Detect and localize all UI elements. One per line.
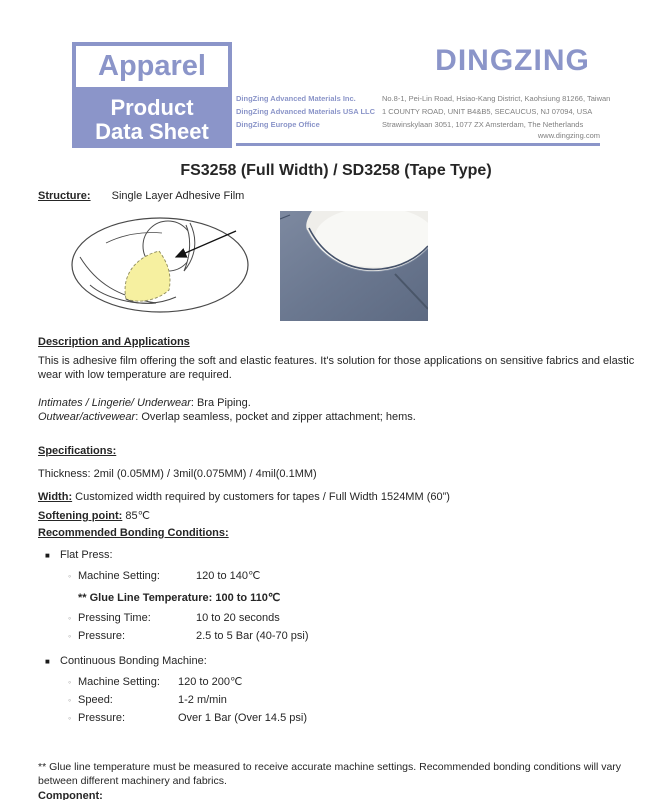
- pds-line1: Product: [110, 94, 194, 120]
- speed-label: Speed:: [78, 694, 113, 706]
- glue-line-footnote: ** Glue line temperature must be measured to receive accurate machine settings. Recommended bonding conditions will vary between different machinery and fabrics.: [38, 761, 622, 787]
- circle-bullet-icon: ◦: [68, 571, 72, 581]
- application-line: [38, 410, 634, 424]
- pressure-row: [38, 629, 634, 643]
- structure-value: Single Layer Adhesive Film: [111, 190, 245, 202]
- description-heading: Description and Applications: [38, 336, 190, 348]
- circle-bullet-icon: ◦: [68, 677, 72, 687]
- office-row: [236, 105, 610, 118]
- office-address: 1 COUNTY ROAD, UNIT B4&B5, SECAUCUS, NJ 07094, USA: [382, 107, 593, 116]
- application-category: Outwear/activewear: [38, 411, 136, 423]
- thickness-row: [38, 467, 634, 481]
- office-address-list: [236, 92, 610, 131]
- square-bullet-icon: ■: [45, 551, 50, 560]
- thickness-value: 2mil (0.05MM) / 3mil(0.075MM) / 4mil(0.1MM): [90, 468, 317, 480]
- square-bullet-icon: ■: [45, 657, 50, 666]
- apparel-category-box: [72, 42, 232, 91]
- pressure-row: [38, 711, 634, 725]
- machine-setting-label: Machine Setting:: [78, 570, 160, 582]
- glue-line-temperature-note: ** Glue Line Temperature: 100 to 110℃: [78, 592, 281, 604]
- pds-line2: Data Sheet: [95, 118, 209, 144]
- fabric-neckline-photo: [280, 211, 428, 321]
- thickness-label: Thickness:: [38, 468, 91, 480]
- machine-setting-value: 120 to 140℃: [196, 570, 261, 582]
- office-address: No.8-1, Pei-Lin Road, Hsiao-Kang District, Kaohsiung 81266, Taiwan: [382, 94, 611, 103]
- continuous-bonding-title: Continuous Bonding Machine:: [60, 655, 207, 667]
- structure-row: [38, 189, 634, 203]
- description-body: This is adhesive film offering the soft and elastic features. It's solution for those applications on sensitive fabrics and elastic wear with low temperature are required.: [38, 355, 635, 381]
- application-category: Intimates / Lingerie/ Underwear: [38, 397, 191, 409]
- application-line: [38, 396, 634, 410]
- width-value: Customized width required by customers for tapes / Full Width 1524MM (60”): [72, 491, 450, 503]
- pressure-label: Pressure:: [78, 630, 126, 642]
- machine-setting-row: [38, 569, 634, 583]
- speed-row: [38, 693, 634, 707]
- application-detail: : Bra Piping.: [190, 397, 251, 409]
- office-name: DingZing Advanced Materials Inc.: [236, 94, 356, 103]
- website-link[interactable]: www.dingzing.com: [537, 131, 600, 140]
- machine-setting-label: Machine Setting:: [78, 676, 160, 688]
- flat-press-title: Flat Press:: [60, 549, 113, 561]
- specifications-heading: Specifications:: [38, 445, 117, 457]
- pressing-time-label: Pressing Time:: [78, 612, 151, 624]
- circle-bullet-icon: ◦: [68, 613, 72, 623]
- flat-press-item: [38, 548, 634, 563]
- document-body: [38, 160, 634, 800]
- circle-bullet-icon: ◦: [68, 713, 72, 723]
- images-row: [38, 211, 634, 323]
- circle-bullet-icon: ◦: [68, 631, 72, 641]
- office-row: [236, 118, 610, 131]
- softening-point-value: 85℃: [122, 510, 150, 522]
- speed-value: 1-2 m/min: [178, 694, 227, 706]
- page-title: FS3258 (Full Width) / SD3258 (Tape Type): [180, 162, 492, 179]
- pressure-label: Pressure:: [78, 712, 126, 724]
- pressure-value: Over 1 Bar (Over 14.5 psi): [178, 712, 307, 724]
- structure-label: Structure:: [38, 190, 91, 202]
- bra-piping-illustration: [66, 213, 258, 321]
- width-row: [38, 490, 634, 504]
- bonding-conditions-heading: Recommended Bonding Conditions:: [38, 527, 229, 539]
- apparel-label: Apparel: [98, 50, 206, 82]
- pressure-value: 2.5 to 5 Bar (40-70 psi): [196, 630, 309, 642]
- header-divider: [236, 143, 600, 146]
- office-name: DingZing Europe Office: [236, 120, 320, 129]
- pressing-time-value: 10 to 20 seconds: [196, 612, 280, 624]
- machine-setting-value: 120 to 200℃: [178, 676, 243, 688]
- continuous-bonding-item: [38, 654, 634, 669]
- office-row: [236, 92, 610, 105]
- product-data-sheet-box: [72, 91, 232, 148]
- component-label: Component:: [38, 790, 103, 800]
- office-name: DingZing Advanced Materials USA LLC: [236, 107, 376, 116]
- applications-block: [38, 396, 634, 424]
- pressing-time-row: [38, 611, 634, 625]
- softening-point-label: Softening point:: [38, 510, 123, 522]
- application-detail: : Overlap seamless, pocket and zipper attachment; hems.: [135, 411, 416, 423]
- dingzing-logo: DINGZING: [435, 44, 590, 77]
- width-label: Width:: [38, 491, 73, 503]
- circle-bullet-icon: ◦: [68, 695, 72, 705]
- office-address: Strawinskylaan 3051, 1077 ZX Amsterdam, The Netherlands: [382, 120, 584, 129]
- softening-point-row: [38, 509, 634, 523]
- machine-setting-row: [38, 675, 634, 689]
